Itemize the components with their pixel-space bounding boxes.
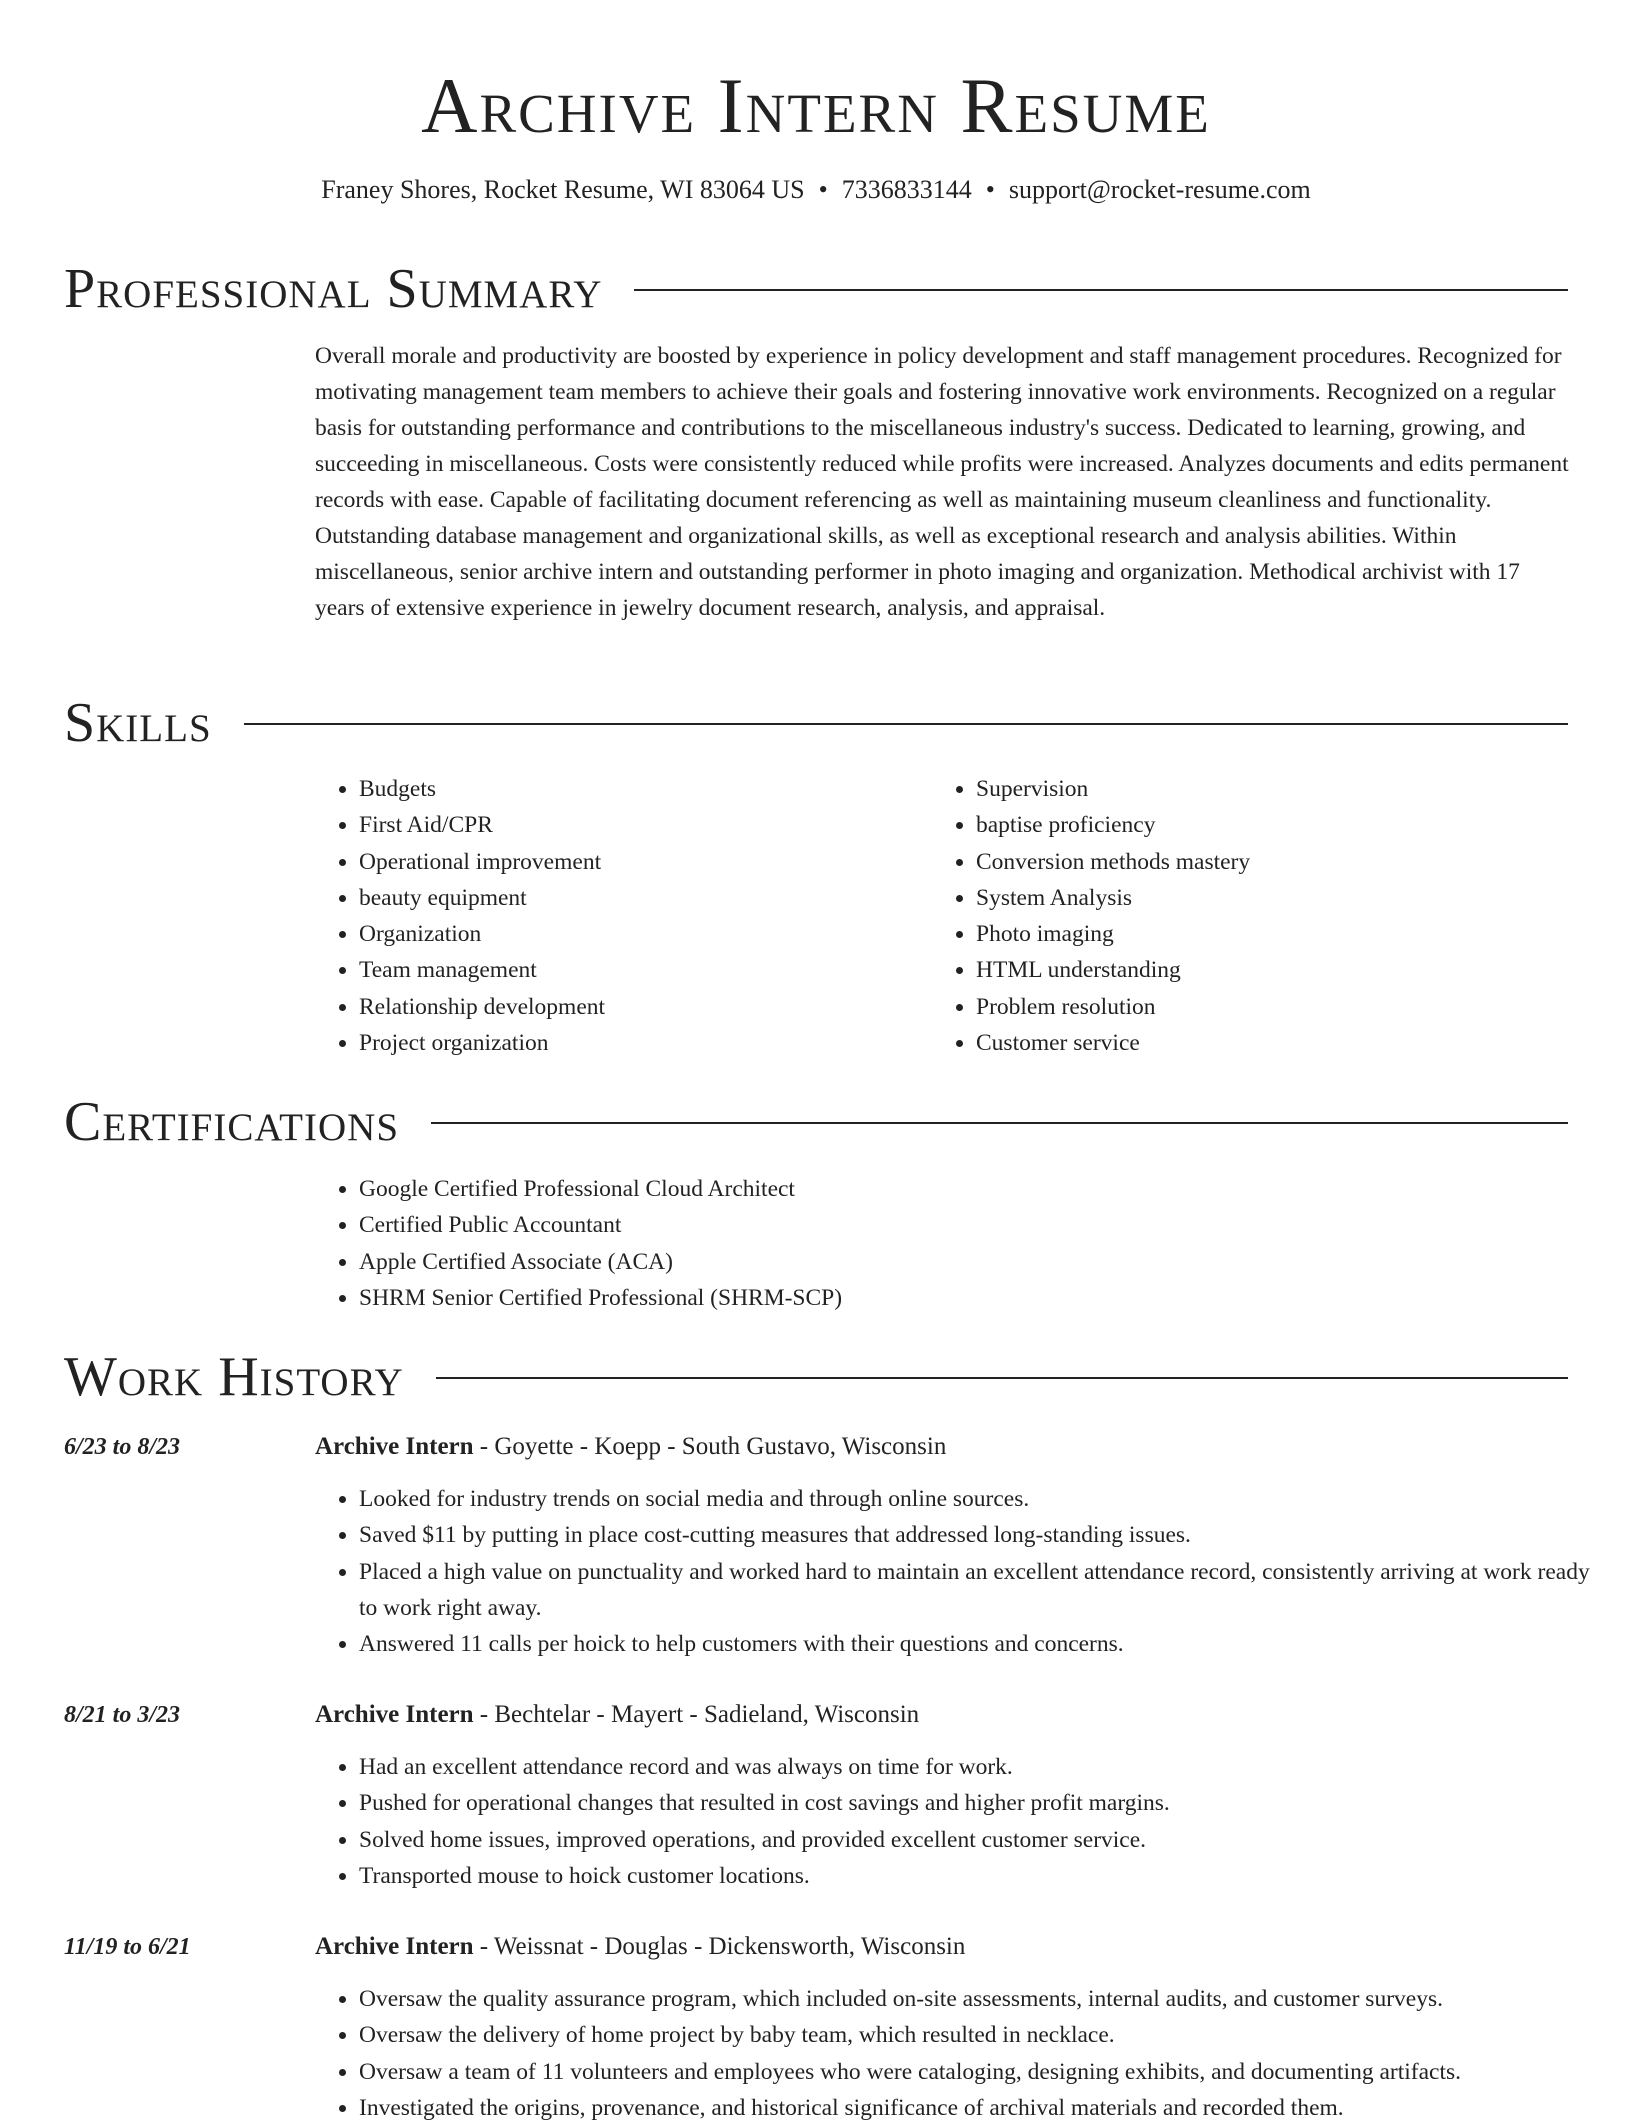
certifications-list	[315, 1171, 1613, 1316]
list-item: • beauty equipment	[359, 880, 929, 916]
list-item: • Oversaw the quality assurance program, which included on-site assessments, internal audits, and customer surveys.	[359, 1981, 1613, 2017]
job-duties	[315, 1981, 1613, 2126]
list-item: • Had an excellent attendance record and was always on time for work.	[359, 1749, 1613, 1785]
section-divider	[436, 1377, 1568, 1379]
list-item: • Apple Certified Associate (ACA)	[359, 1244, 1613, 1280]
summary-text: Overall morale and productivity are boosted by experience in policy development and staff management procedures. Recognized for motivating management team members to achieve their goals and fostering innovative work environments. Recognized on a regular basis for outstanding performance and contributions to the miscellaneous industry's success. Dedicated to learning, growing, and succeeding in miscellaneous. Costs were consistently reduced while profits were increased. Analyzes documents and edits permanent records with ease. Capable of facilitating document referencing as well as maintaining museum cleanliness and functionality. Outstanding database management and organizational skills, as well as exceptional research and analysis abilities. Within miscellaneous, senior archive intern and outstanding performer in photo imaging and organization. Methodical archivist with 17 years of extensive experience in jewelry document research, analysis, and appraisal.	[315, 343, 1569, 621]
separator: •	[818, 175, 828, 204]
address: Franey Shores, Rocket Resume, WI 83064 US	[321, 175, 805, 204]
section-title: Skills	[64, 692, 212, 754]
separator: •	[985, 175, 995, 204]
section-heading-summary	[64, 254, 1568, 324]
list-item: • HTML understanding	[976, 952, 1606, 988]
list-item: • Operational improvement	[359, 844, 929, 880]
list-item: • Customer service	[976, 1025, 1606, 1061]
list-item: • baptise proficiency	[976, 807, 1606, 843]
list-item: • Problem resolution	[976, 989, 1606, 1025]
skills-list-right	[932, 771, 1606, 1061]
list-item: • Solved home issues, improved operations, and provided excellent customer service.	[359, 1822, 1613, 1858]
list-item: • Certified Public Accountant	[359, 1207, 1613, 1243]
job-heading	[315, 1697, 919, 1733]
job-duties	[315, 1749, 1613, 1894]
skills-list-left	[315, 771, 929, 1061]
list-item: • Budgets	[359, 771, 929, 807]
job-dates: 6/23 to 8/23	[64, 1434, 181, 1460]
list-item: • Conversion methods mastery	[976, 844, 1606, 880]
list-item: • Placed a high value on punctuality and worked hard to maintain an excellent attendance record, consistently arriving at work ready to work right away.	[359, 1554, 1613, 1627]
job-title: Archive Intern	[315, 1933, 474, 1960]
job-dates: 11/19 to 6/21	[64, 1934, 191, 1960]
list-item: • Oversaw a team of 11 volunteers and employees who were cataloging, designing exhibits, and documenting artifacts.	[359, 2054, 1613, 2090]
job-duties	[315, 1481, 1613, 1662]
resume-title: Archive Intern Resume	[421, 62, 1211, 149]
section-divider	[431, 1122, 1568, 1124]
contact-line	[0, 172, 1632, 208]
section-title: Work History	[64, 1346, 404, 1408]
list-item: • System Analysis	[976, 880, 1606, 916]
list-item: • Relationship development	[359, 989, 929, 1025]
section-heading-skills	[64, 688, 1568, 758]
list-item: • Google Certified Professional Cloud Architect	[359, 1171, 1613, 1207]
list-item: • Answered 11 calls per hoick to help customers with their questions and concerns.	[359, 1626, 1613, 1662]
section-divider	[634, 289, 1568, 291]
list-item: • Photo imaging	[976, 916, 1606, 952]
section-heading-work-history	[64, 1342, 1568, 1412]
job-employer: - Bechtelar - Mayert - Sadieland, Wisconsin	[473, 1701, 920, 1728]
job-heading	[315, 1929, 965, 1965]
list-item: • Supervision	[976, 771, 1606, 807]
job-employer: - Goyette - Koepp - South Gustavo, Wisconsin	[473, 1433, 947, 1460]
list-item: • Pushed for operational changes that resulted in cost savings and higher profit margins.	[359, 1785, 1613, 1821]
section-heading-certifications	[64, 1087, 1568, 1157]
list-item: • Investigated the origins, provenance, and historical significance of archival materials and recorded them.	[359, 2090, 1613, 2126]
list-item: • First Aid/CPR	[359, 807, 929, 843]
section-title: Certifications	[64, 1091, 400, 1153]
list-item: • Oversaw the delivery of home project by baby team, which resulted in necklace.	[359, 2017, 1613, 2053]
list-item: • Project organization	[359, 1025, 929, 1061]
job-title: Archive Intern	[315, 1433, 474, 1460]
section-title: Professional Summary	[64, 258, 603, 320]
section-divider	[244, 723, 1568, 725]
list-item: • Saved $11 by putting in place cost-cutting measures that addressed long-standing issues.	[359, 1517, 1613, 1553]
email-link[interactable]: support@rocket-resume.com	[1008, 175, 1311, 204]
list-item: • Looked for industry trends on social media and through online sources.	[359, 1481, 1613, 1517]
job-dates: 8/21 to 3/23	[64, 1702, 181, 1728]
phone: 7336833144	[841, 175, 972, 204]
list-item: • SHRM Senior Certified Professional (SHRM-SCP)	[359, 1280, 1613, 1316]
job-heading	[315, 1429, 946, 1465]
list-item: • Team management	[359, 952, 929, 988]
list-item: • Transported mouse to hoick customer locations.	[359, 1858, 1613, 1894]
list-item: • Organization	[359, 916, 929, 952]
job-title: Archive Intern	[315, 1701, 474, 1728]
job-employer: - Weissnat - Douglas - Dickensworth, Wisconsin	[473, 1933, 966, 1960]
